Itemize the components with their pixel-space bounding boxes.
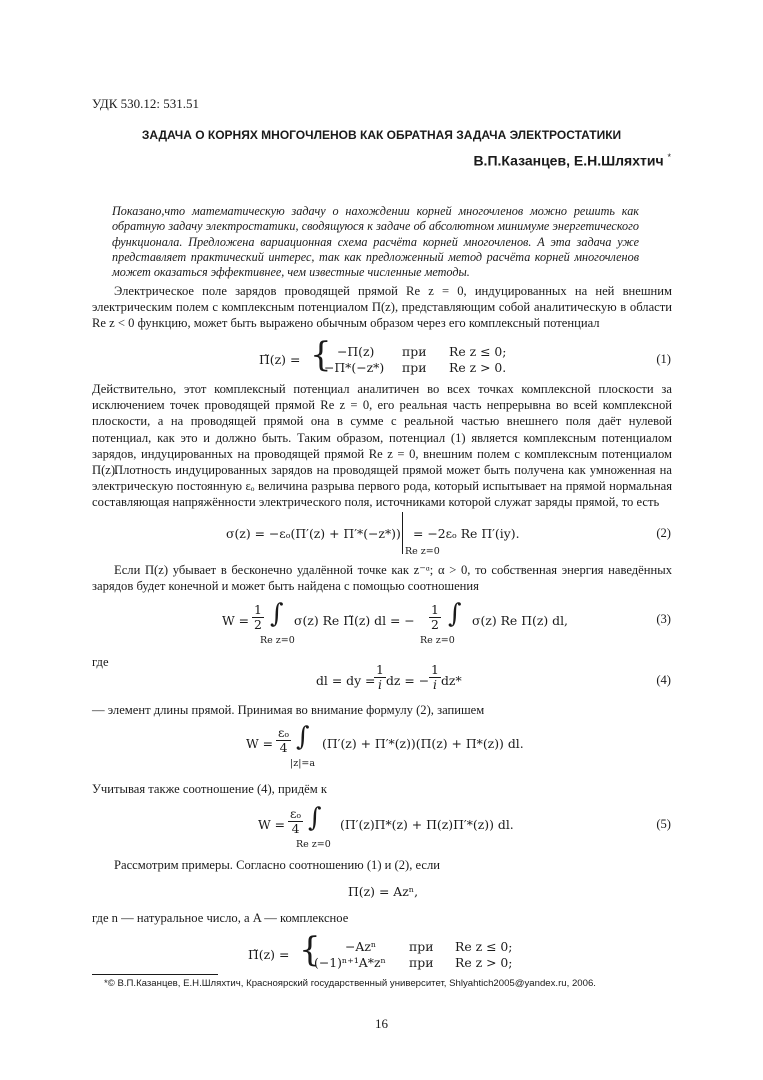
eq3-subscript-2: Re z=0 bbox=[420, 635, 455, 646]
eq1-number: (1) bbox=[656, 352, 671, 366]
eq2-subscript: Re z=0 bbox=[405, 546, 440, 557]
eq3-half2-den: 2 bbox=[431, 617, 439, 632]
eq2-number: (2) bbox=[656, 526, 671, 540]
eq7-row1-expr: −Azⁿ bbox=[345, 939, 377, 954]
paper-title: ЗАДАЧА О КОРНЯХ МНОГОЧЛЕНОВ КАК ОБРАТНАЯ ЗАДАЧА ЭЛЕКТРОСТАТИКИ bbox=[141, 128, 622, 142]
eq4-frac2-den: i bbox=[432, 677, 437, 692]
paragraph-2: Действительно, этот комплексный потенциал аналитичен во всех точках комплексной плоскости за исключением точек проводящей прямой Re z = 0, его реальная часть непрерывна во всей комплексной плоскости, а на проводящей прямой она в сумме с реальной частью внешнего поля даёт нулевой потенциал, как это и должно быть. Таким образом, потенциал (1) является комплексным потенциалом зарядов, индуцированных на проводящей прямой Re z = 0, внешним полем с комплексным потенциалом Π(z). bbox=[92, 382, 672, 478]
paragraph-8: где n — натуральное число, а A — комплексное bbox=[92, 911, 349, 925]
eq5-frac bbox=[288, 807, 303, 836]
eq3-half-den: 2 bbox=[254, 617, 262, 632]
paragraph-1: Электрическое поле зарядов проводящей прямой Re z = 0, индуцированных на ней внешним электрическим полем с комплексным потенциалом Π(z), представляющим собой аналитическую в области Re z < 0 функцию, может быть выражено обычным образом через его комплексный потенциал bbox=[92, 284, 672, 331]
eq4-end: dz* bbox=[441, 673, 462, 688]
eq4-mid: dz = − bbox=[386, 673, 430, 688]
paragraph-7: Рассмотрим примеры. Согласно соотношению (1) и (2), если bbox=[114, 858, 441, 872]
eq4-frac-2 bbox=[429, 663, 441, 692]
eq4-number: (4) bbox=[656, 673, 671, 687]
eq1-row1-cond: Re z ≤ 0; bbox=[449, 344, 507, 359]
eq2-expr: σ(z) = −εₒ(Π′(z) + Π′*(−z*)) bbox=[226, 526, 401, 541]
eq3-body2: σ(z) Re Π(z) dl, bbox=[472, 613, 568, 628]
eq7-row2-expr: (−1)ⁿ⁺¹A*zⁿ bbox=[314, 955, 386, 970]
eq1-row2-when: при bbox=[402, 360, 427, 375]
eq3-integral-2: ∫ bbox=[448, 599, 462, 629]
eq5-subscript: Re z=0 bbox=[296, 839, 331, 850]
eq2-rhs: = −2εₒ Re Π′(iy). bbox=[413, 526, 520, 541]
udc-code: УДК 530.12: 531.51 bbox=[92, 96, 200, 111]
eq5a-frac-num: εₒ bbox=[278, 725, 290, 740]
eq1-brace: { bbox=[310, 335, 332, 375]
eq3-number: (3) bbox=[656, 612, 671, 626]
eq7-lhs: Π̃(z) = bbox=[248, 947, 290, 962]
eq4-frac-1 bbox=[374, 663, 386, 692]
eq5-body: (Π′(z)Π*(z) + Π(z)Π′*(z)) dl. bbox=[340, 817, 514, 832]
eq1-row1-when: при bbox=[402, 344, 427, 359]
eq3-half-num: 1 bbox=[254, 602, 262, 617]
page-number: 16 bbox=[375, 1016, 388, 1031]
footnote: *© В.П.Казанцев, Е.Н.Шляхтич, Красноярский государственный университет, Shlyahtich2005@yandex.ru, 2006. bbox=[104, 978, 596, 989]
eq4-frac1-num: 1 bbox=[376, 662, 384, 677]
eq5-number: (5) bbox=[656, 817, 671, 831]
eq2-eval-bar bbox=[402, 512, 403, 554]
paragraph-3: Плотность индуцированных зарядов на проводящей прямой может быть получена как умноженная на электрическую постоянную εₒ величина разрыва первого рода, который испытывает на прямой нормальная составляющая напряжённости электрического поля, источниками которой служат заряды прямой, то есть bbox=[92, 463, 672, 510]
eq1-lhs: Π̃(z) = bbox=[259, 352, 301, 367]
paragraph-6: Учитывая также соотношение (4), придём к bbox=[92, 782, 327, 796]
eq7-row1-cond: Re z ≤ 0; bbox=[455, 939, 513, 954]
equation-2 bbox=[226, 526, 401, 541]
eq5a-subscript: |z|=a bbox=[290, 758, 316, 769]
eq1-row2-cond: Re z > 0. bbox=[449, 360, 507, 375]
eq3-integral-1: ∫ bbox=[270, 599, 284, 629]
footnote-rule bbox=[92, 974, 218, 975]
eq5a-w: W = bbox=[246, 736, 274, 751]
eq5-frac-num: εₒ bbox=[290, 806, 302, 821]
eq3-w: W = bbox=[222, 613, 250, 628]
equation-6: Π(z) = Azⁿ, bbox=[348, 884, 419, 899]
eq5a-body: (Π′(z) + Π′*(z))(Π(z) + Π*(z)) dl. bbox=[322, 736, 524, 751]
eq3-half bbox=[252, 603, 264, 632]
eq5a-frac bbox=[276, 726, 291, 755]
eq7-row2-cond: Re z > 0; bbox=[455, 955, 513, 970]
eq5-frac-den: 4 bbox=[291, 821, 300, 836]
eq4-frac1-den: i bbox=[377, 677, 382, 692]
eq1-row1-expr: −Π(z) bbox=[337, 344, 375, 359]
eq7-row1-when: при bbox=[409, 939, 434, 954]
eq3-half-2 bbox=[429, 603, 441, 632]
eq5a-frac-den: 4 bbox=[279, 740, 288, 755]
eq7-brace: { bbox=[299, 930, 321, 970]
eq3-body1: σ(z) Re Π̃(z) dl = − bbox=[294, 613, 415, 628]
eq5-integral: ∫ bbox=[308, 803, 322, 833]
eq1-row2-expr: −Π*(−z*) bbox=[324, 360, 385, 375]
eq3-half2-num: 1 bbox=[431, 602, 439, 617]
author-footnote-mark: * bbox=[667, 152, 671, 162]
authors bbox=[473, 152, 671, 169]
paragraph-4: Если Π(z) убывает в бесконечно удалённой точке как z⁻ᵅ; α > 0, то собственная энергия наведённых зарядов будет конечной и может быть найдена с помощью соотношения bbox=[92, 563, 672, 594]
where-label: где bbox=[92, 655, 109, 669]
paragraph-5: — элемент длины прямой. Принимая во внимание формулу (2), запишем bbox=[92, 703, 485, 717]
eq4-lhs: dl = dy = bbox=[316, 673, 376, 688]
eq5-w: W = bbox=[258, 817, 286, 832]
author-names: В.П.Казанцев, Е.Н.Шляхтич bbox=[473, 152, 664, 169]
eq7-row2-when: при bbox=[409, 955, 434, 970]
eq5a-integral: ∫ bbox=[296, 722, 310, 752]
eq3-subscript-1: Re z=0 bbox=[260, 635, 295, 646]
eq4-frac2-num: 1 bbox=[431, 662, 439, 677]
abstract: Показано,что математическую задачу о нахождении корней многочленов можно решить как обратную задачу электростатики, сводящуюся к задаче об абсолютном минимуме энергетического функционала. Предложена вариационная схема расчёта корней многочленов. А эта задача уже представляет практический интерес, так как предложенный метод расчёта корней многочленов может оказаться эффективнее, чем известные численные методы. bbox=[112, 204, 639, 280]
